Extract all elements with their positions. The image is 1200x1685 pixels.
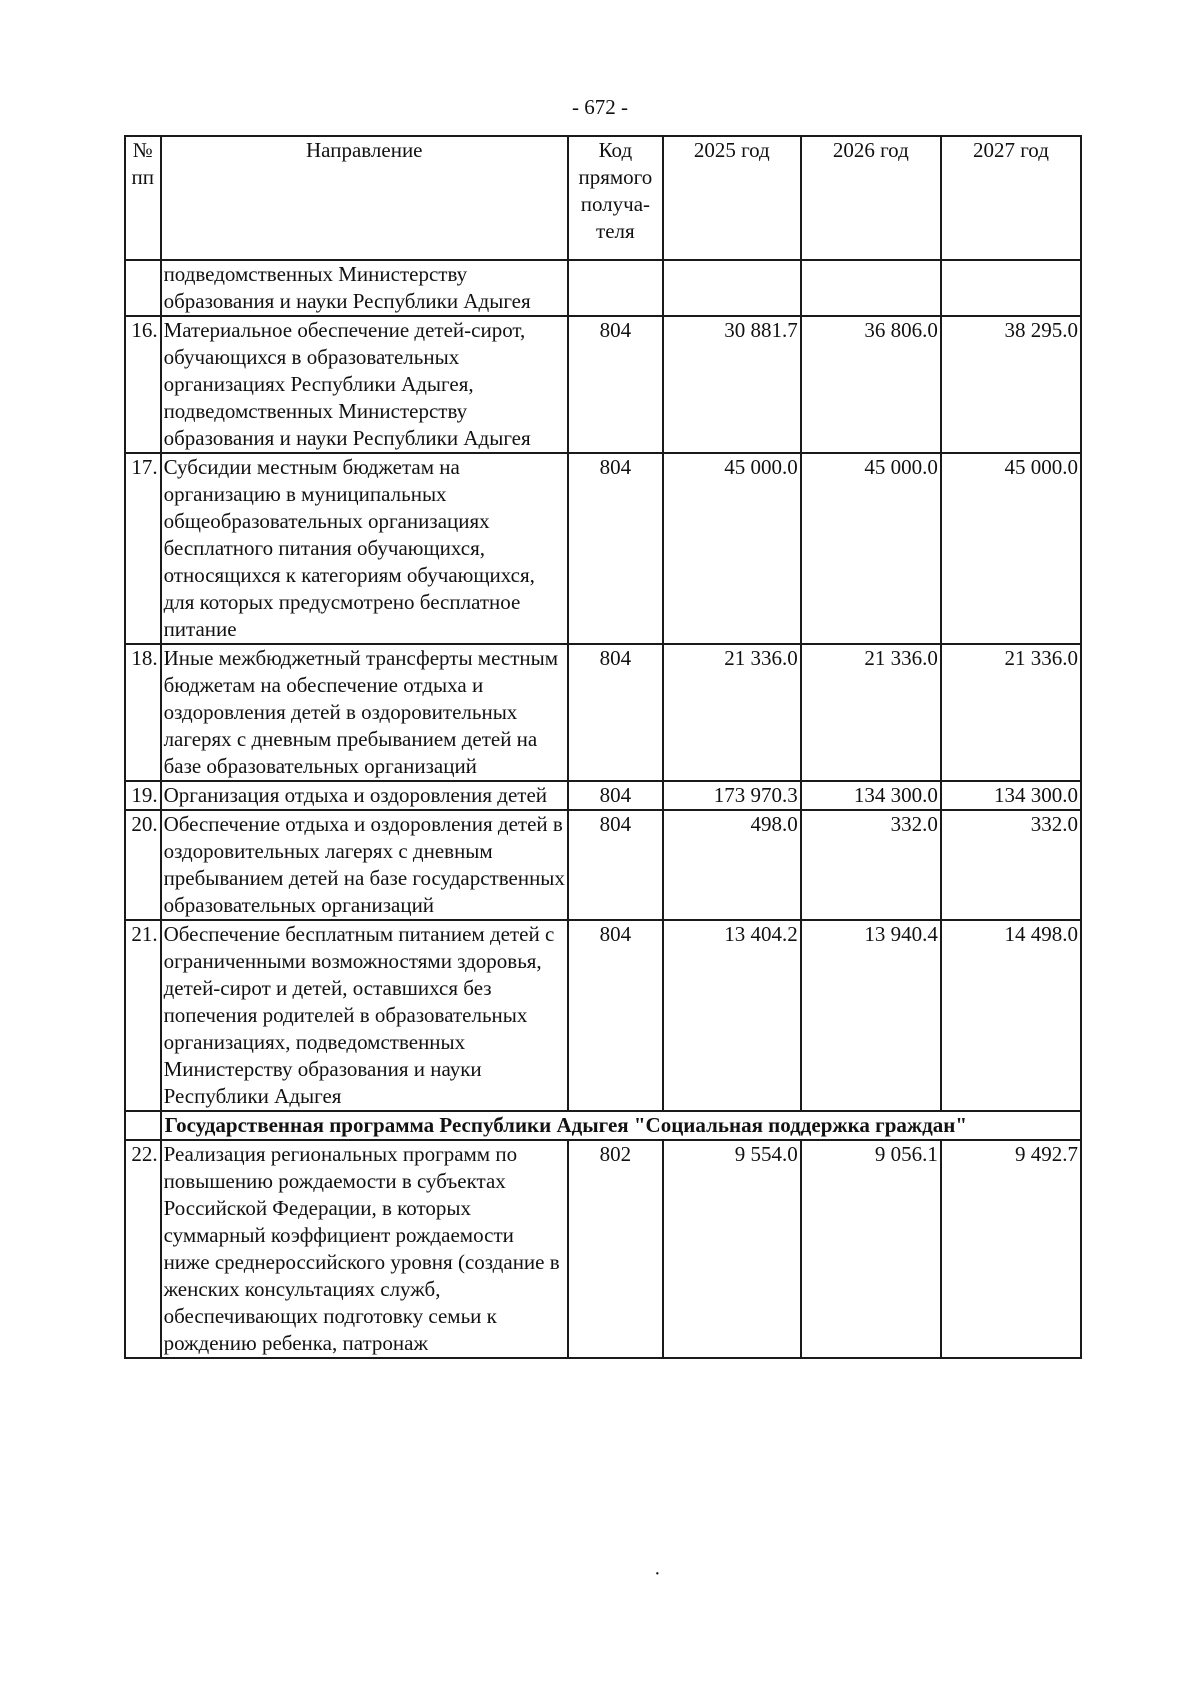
row-direction: Организация отдыха и оздоровления детей (161, 781, 568, 810)
row-2027: 45 000.0 (941, 453, 1081, 644)
row-2025: 173 970.3 (663, 781, 801, 810)
row-code: 804 (568, 316, 663, 453)
row-direction: Материальное обеспечение детей-сирот, обучающихся в образовательных организациях Республики Адыгея, подведомственных Министерству образования и науки Республики Адыгея (161, 316, 568, 453)
header-2025: 2025 год (663, 136, 801, 260)
row-num: 19. (125, 781, 161, 810)
row-code: 804 (568, 644, 663, 781)
table-row (125, 260, 1081, 316)
row-2026: 45 000.0 (801, 453, 941, 644)
table-row (125, 920, 1081, 1111)
row-num: 17. (125, 453, 161, 644)
table-row (125, 1140, 1081, 1358)
row-2026: 21 336.0 (801, 644, 941, 781)
header-2027: 2027 год (941, 136, 1081, 260)
row-direction: Иные межбюджетный трансферты местным бюджетам на обеспечение отдыха и оздоровления детей в оздоровительных лагерях с дневным пребыванием детей на базе образовательных организаций (161, 644, 568, 781)
header-2026: 2026 год (801, 136, 941, 260)
row-num: 22. (125, 1140, 161, 1358)
row-2027: 14 498.0 (941, 920, 1081, 1111)
header-code: Код прямого получа-теля (568, 136, 663, 260)
row-code (568, 260, 663, 316)
row-2026: 36 806.0 (801, 316, 941, 453)
row-num: 20. (125, 810, 161, 920)
table-row (125, 810, 1081, 920)
row-2025 (663, 260, 801, 316)
row-direction: Реализация региональных программ по повышению рождаемости в субъектах Российской Федерации, в которых суммарный коэффициент рождаемости ниже среднероссийского уровня (создание в женских консультациях служб, обеспечивающих подготовку семьи к рождению ребенка, патронаж (161, 1140, 568, 1358)
table-row (125, 316, 1081, 453)
row-2025: 498.0 (663, 810, 801, 920)
row-2025: 21 336.0 (663, 644, 801, 781)
row-2027: 134 300.0 (941, 781, 1081, 810)
row-2026: 332.0 (801, 810, 941, 920)
row-2026: 9 056.1 (801, 1140, 941, 1358)
row-code: 804 (568, 781, 663, 810)
row-num: 21. (125, 920, 161, 1111)
row-code: 804 (568, 453, 663, 644)
row-2026: 134 300.0 (801, 781, 941, 810)
header-direction: Направление (161, 136, 568, 260)
row-code: 802 (568, 1140, 663, 1358)
budget-table (124, 135, 1082, 1359)
row-code: 804 (568, 810, 663, 920)
row-2026 (801, 260, 941, 316)
row-2025: 13 404.2 (663, 920, 801, 1111)
row-2025: 9 554.0 (663, 1140, 801, 1358)
row-direction: подведомственных Министерству образования и науки Республики Адыгея (161, 260, 568, 316)
row-direction: Субсидии местным бюджетам на организацию в муниципальных общеобразовательных организациях бесплатного питания обучающихся, относящихся к категориям обучающихся, для которых предусмотрено бесплатное питание (161, 453, 568, 644)
table-row (125, 781, 1081, 810)
section-row (125, 1111, 1081, 1140)
row-num: 16. (125, 316, 161, 453)
section-num-cell (125, 1111, 161, 1140)
table-header-row (125, 136, 1081, 260)
section-title: Государственная программа Республики Адыгея "Социальная поддержка граждан" (161, 1111, 1081, 1140)
row-2027 (941, 260, 1081, 316)
row-2025: 30 881.7 (663, 316, 801, 453)
table-row (125, 644, 1081, 781)
row-num: 18. (125, 644, 161, 781)
row-direction: Обеспечение бесплатным питанием детей с ограниченными возможностями здоровья, детей-сирот и детей, оставшихся без попечения родителей в образовательных организациях, подведомственных Министерству образования и науки Республики Адыгея (161, 920, 568, 1111)
row-code: 804 (568, 920, 663, 1111)
row-num (125, 260, 161, 316)
row-2027: 9 492.7 (941, 1140, 1081, 1358)
row-direction: Обеспечение отдыха и оздоровления детей в оздоровительных лагерях с дневным пребыванием детей на базе государственных образовательных организаций (161, 810, 568, 920)
row-2027: 38 295.0 (941, 316, 1081, 453)
table-row (125, 453, 1081, 644)
row-2025: 45 000.0 (663, 453, 801, 644)
stray-dot-mark: · (654, 1563, 661, 1585)
row-2027: 21 336.0 (941, 644, 1081, 781)
header-num: № пп (125, 136, 161, 260)
row-2027: 332.0 (941, 810, 1081, 920)
page-number: - 672 - (572, 95, 628, 119)
row-2026: 13 940.4 (801, 920, 941, 1111)
